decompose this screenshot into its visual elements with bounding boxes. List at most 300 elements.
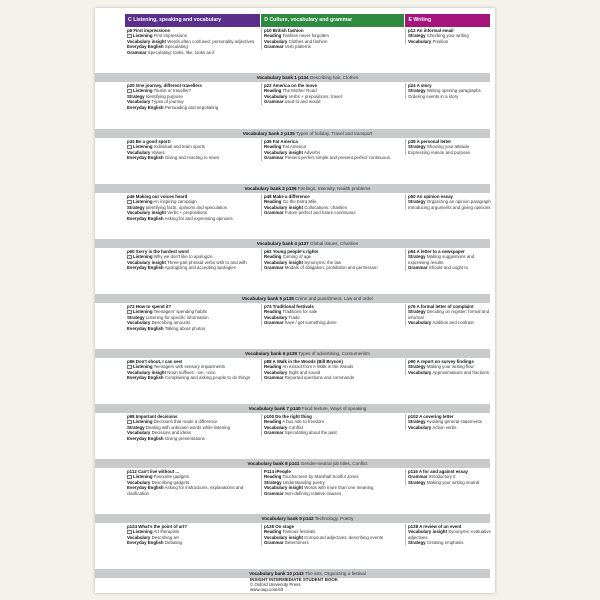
skill-label: Listening [133, 144, 153, 150]
skill-label: Everyday English [127, 104, 164, 110]
skill-label: Reading [264, 474, 282, 480]
skill-label: Reading [264, 33, 282, 39]
lesson-title: p50 An opinion essay [408, 194, 453, 199]
skill-topic: Deciding on register: formal and informal [408, 309, 490, 320]
unit-row [125, 249, 490, 294]
skill-label: Strategy [408, 309, 426, 315]
band-left-strip [95, 294, 125, 303]
skill-topic: Teenagers' spending habits [153, 309, 207, 315]
skill-label: Vocabulary [127, 99, 151, 105]
skill-label: Reading [264, 419, 282, 425]
skill-label: Grammar [264, 490, 284, 496]
skill-label: Vocabulary insight [127, 259, 166, 265]
skill-label: Listening [133, 529, 153, 535]
lesson-title: p62 Young people's rights [264, 249, 319, 254]
band-left-strip [95, 569, 125, 578]
skill-label: Vocabulary [127, 479, 151, 485]
skill-topic: Giving presentations [164, 435, 205, 441]
lesson-line [408, 254, 492, 265]
vocabulary-bank-label: Vocabulary bank 5 p138 [241, 296, 294, 301]
lesson-line [264, 210, 404, 215]
band-left-strip [95, 514, 125, 523]
audio-icon [127, 145, 132, 149]
skill-label: Vocabulary [127, 320, 151, 326]
lesson-title: p100 Do the right thing [264, 414, 312, 419]
lesson-cell-d [261, 469, 404, 496]
skill-topic: Touchscreen by Marshall Soulful Jones [282, 474, 359, 480]
lesson-title: p34 Be a good sport! [127, 139, 171, 144]
lesson-title: P114 iPeople [264, 469, 291, 474]
unit-row [125, 414, 490, 459]
skill-topic: Modals of obligation, prohibition and permission [284, 265, 378, 271]
skill-topic: Speculating about the past [284, 430, 337, 436]
contents-page [95, 8, 495, 593]
lesson-title: p8 First impressions [127, 28, 170, 33]
lesson-cell-e [405, 83, 492, 99]
skill-topic: Describing amounts [151, 320, 191, 326]
skill-topic: Complaining and asking people to do things [164, 375, 251, 381]
lesson-line [264, 265, 404, 270]
skill-label: Strategy [408, 88, 426, 94]
vocabulary-bank-label: Vocabulary bank 9 p142 [261, 516, 314, 521]
lesson-cell-c [127, 414, 257, 441]
lesson-cell-c [127, 28, 257, 55]
skill-label: Grammar [264, 99, 284, 105]
skill-label: Listening [133, 364, 153, 370]
skill-topic: Verb patterns [284, 44, 311, 50]
lesson-title: p12 An informal email [408, 28, 454, 33]
skill-label: Listening [133, 199, 153, 205]
lesson-line [264, 99, 404, 104]
vocabulary-bank-label: Vocabulary bank 8 p141 [247, 461, 300, 466]
skill-label: Grammar [264, 540, 284, 546]
band-left-strip [95, 459, 125, 468]
skill-label: Strategy [408, 479, 426, 485]
lesson-title: p90 A report on survey findings [408, 359, 474, 364]
vocabulary-bank-bar [125, 184, 490, 193]
lesson-line [408, 425, 492, 430]
band-left-strip [95, 184, 125, 193]
lesson-title: p102 A covering letter [408, 414, 454, 419]
skill-topic: Identifying facts, opinions and speculation [145, 204, 228, 210]
skill-label: Reading [264, 199, 282, 205]
skill-label: Grammar [264, 430, 284, 436]
lesson-line [264, 491, 404, 496]
audio-icon [127, 475, 132, 479]
footer-url: www.oup.com/elt [250, 587, 284, 592]
lesson-cell-d [261, 304, 404, 326]
lesson-title: p76 A formal letter of complaint [408, 304, 474, 309]
vocabulary-bank-topics: The arts, Organizing a festival [304, 571, 366, 576]
vocabulary-bank-topics: Global issues, Charities [310, 241, 359, 246]
skill-topic: Listening for specific information [145, 314, 209, 320]
audio-icon [127, 89, 132, 93]
lesson-line [127, 375, 257, 380]
skill-label: Grammar [264, 155, 284, 161]
skill-label: Grammar [408, 265, 428, 271]
vocabulary-bank-bar [125, 129, 490, 138]
band-left-strip [95, 73, 125, 82]
skill-label: Everyday English [127, 325, 164, 331]
skill-topic: Individual and team sports [153, 144, 206, 150]
lesson-title: p38 A personal letter [408, 139, 452, 144]
lesson-line [264, 320, 404, 325]
skill-label: Vocabulary [264, 314, 288, 320]
skill-topic: An extract from A Walk in the Woods [282, 364, 354, 370]
audio-icon [127, 34, 132, 38]
lesson-line [408, 265, 492, 270]
lesson-line [127, 326, 257, 331]
skill-label: Everyday English [127, 44, 164, 50]
skill-label: Listening [133, 419, 153, 425]
lesson-cell-e [405, 524, 492, 546]
lesson-title: p72 How to spend it? [127, 304, 172, 309]
vocabulary-bank-label: Vocabulary bank 4 p137 [256, 241, 309, 246]
audio-icon [127, 255, 132, 259]
skill-topic: Organizing an opinion paragraph [426, 199, 491, 205]
skill-label: Grammar [127, 49, 147, 55]
skill-label: Reading [264, 309, 282, 315]
lesson-cell-e [405, 469, 492, 485]
band-left-strip [95, 349, 125, 358]
skill-topic: Introducing arguments and giving opinions [408, 204, 491, 210]
vocabulary-bank-topics: Describing hair, Clothes [309, 75, 359, 80]
vocabulary-bank-label: Vocabulary bank 2 p136 [244, 186, 297, 191]
audio-icon [127, 530, 132, 534]
vocabulary-bank-topics: Gender-neutral job titles, Conflict [300, 461, 368, 466]
skill-label: Listening [133, 33, 153, 39]
lesson-line [408, 39, 492, 44]
skill-label: Vocabulary insight [408, 529, 447, 535]
vocabulary-bank-bar [125, 459, 490, 468]
skill-topic: Three-part phrasal verbs with to and with [167, 259, 247, 265]
vocabulary-bank-topics: Types of advertising, Consumerism [298, 351, 370, 356]
skill-label: Everyday English [127, 155, 164, 161]
vocabulary-bank-bar [125, 514, 490, 523]
skill-topic: Expressing reason and purpose [408, 149, 470, 155]
skill-topic: Teenagers with sensory impairments [153, 364, 225, 370]
lesson-cell-e [405, 414, 492, 430]
skill-topic: Action verbs [432, 424, 457, 430]
lesson-line [408, 320, 492, 325]
lesson-title: p124 What's the point of art? [127, 524, 188, 529]
footer-book-title: INSIGHT INTERMEDIATE STUDENT BOOK [250, 577, 338, 582]
skill-label: Grammar [264, 265, 284, 271]
skill-label: Vocabulary [408, 38, 432, 44]
lesson-line [408, 480, 492, 485]
lesson-line [127, 216, 257, 221]
skill-topic: Position [432, 38, 449, 44]
skill-label: Everyday English [127, 485, 164, 491]
skill-topic: Tourist or traveller? [153, 88, 191, 94]
skill-topic: Talking about photos [164, 325, 206, 331]
skill-label: Grammar [264, 44, 284, 50]
skill-label: Reading [264, 254, 282, 260]
skill-topic: Checking your writing [426, 33, 469, 39]
unit-row [125, 304, 490, 349]
skill-topic: Understanding poetry [282, 479, 325, 485]
skill-topic: Present perfect simple and present perfect continuous [284, 155, 390, 161]
skill-topic: An inspiring campaign [153, 199, 197, 205]
lesson-title: p112 Can't live without ... [127, 469, 180, 474]
lesson-title: p48 Make a difference [264, 194, 310, 199]
vocabulary-bank-label: Vocabulary bank 6 p139 [245, 351, 298, 356]
lesson-line [127, 50, 257, 55]
skill-label: Strategy [408, 199, 426, 205]
skill-label: Vocabulary insight [127, 210, 166, 216]
lesson-line [264, 375, 404, 380]
skill-label: Vocabulary insight [127, 38, 166, 44]
skill-topic: Famous festivals [282, 529, 316, 535]
skill-label: Vocabulary [264, 38, 288, 44]
skill-label: Vocabulary [408, 424, 432, 430]
lesson-cell-d [261, 524, 404, 546]
lesson-line [264, 155, 404, 160]
skill-label: Listening [133, 309, 153, 315]
skill-topic: used to and would [284, 99, 321, 105]
lesson-line [127, 265, 257, 270]
lesson-title: p20 One journey, different travellers [127, 83, 202, 88]
skill-topic: Debating [164, 540, 183, 546]
skill-label: Strategy [408, 144, 426, 150]
skill-topic: Noun suffixes: -ion, -sion [167, 369, 216, 375]
vocabulary-bank-label: Vocabulary bank 7 p140 [248, 406, 301, 411]
skill-label: Grammar [264, 320, 284, 326]
skill-topic: Values [151, 149, 165, 155]
lesson-cell-e [405, 359, 492, 375]
lesson-title: p36 Fat America [264, 139, 298, 144]
skill-label: Grammar [264, 210, 284, 216]
skill-topic: Asking for instructions, explanations and clarification [127, 485, 244, 496]
skill-topic: Conflict [288, 424, 304, 430]
skill-topic: Apologizing and accepting apologies [164, 265, 236, 271]
skill-topic: Favourite gadgets [153, 474, 189, 480]
lesson-cell-e [405, 139, 492, 155]
skill-topic: First impressions [153, 33, 187, 39]
skill-topic: have / get something done [284, 320, 337, 326]
skill-topic: Verbs + prepositions [167, 210, 208, 216]
skill-label: Vocabulary insight [264, 534, 303, 540]
lesson-cell-d [261, 414, 404, 436]
lesson-line [127, 105, 257, 110]
skill-label: Everyday English [127, 265, 164, 271]
skill-topic: Approximations and fractions [432, 369, 489, 375]
skill-label: Strategy [127, 93, 145, 99]
skill-topic: Decisions and ideas [151, 430, 191, 436]
lesson-cell-e [405, 304, 492, 326]
skill-topic: Verbs + prepositions: travel [288, 93, 342, 99]
unit-row [125, 524, 490, 569]
lesson-cell-c [127, 139, 257, 161]
skill-label: Everyday English [127, 375, 164, 381]
footer [250, 577, 338, 592]
skill-topic: Should and ought to [428, 265, 469, 271]
lesson-cell-e [405, 28, 492, 44]
vocabulary-bank-label: Vocabulary bank 2 p135 [242, 131, 295, 136]
vocabulary-bank-label: Vocabulary bank 10 p143 [249, 571, 304, 576]
lesson-title: p126 On stage [264, 524, 295, 529]
skill-topic: Words often confused: personality adjectives [167, 38, 255, 44]
column-header-row [125, 14, 490, 27]
column-header-c: C Listening, speaking and vocabulary [125, 14, 260, 27]
skill-topic: Synonyms: evaluative adjectives [408, 529, 491, 540]
skill-label: Vocabulary insight [264, 259, 303, 265]
skill-topic: Creating emphasis [426, 540, 464, 546]
vocabulary-bank-bar [125, 404, 490, 413]
lesson-line [408, 540, 492, 545]
skill-topic: Future perfect and future continuous [284, 210, 356, 216]
lesson-line [127, 540, 257, 545]
lesson-line [127, 155, 257, 160]
skill-topic: Trade [288, 314, 300, 320]
skill-topic: Making suggestions and expressing results [408, 254, 475, 265]
lesson-title: p24 A story [408, 83, 432, 88]
unit-row [125, 28, 490, 73]
lesson-cell-d [261, 28, 404, 50]
skill-topic: Giving and reacting to news [164, 155, 220, 161]
skill-topic: Avoiding general statements [426, 419, 482, 425]
skill-label: Vocabulary [127, 149, 151, 155]
skill-label: Vocabulary [127, 534, 151, 540]
skill-topic: Writing opening paragraphs [426, 88, 481, 94]
skill-label: Everyday English [127, 215, 164, 221]
skill-label: Strategy [408, 254, 426, 260]
band-left-strip [95, 404, 125, 413]
skill-topic: Making your writing neutral [426, 479, 480, 485]
skill-label: Reading [264, 529, 282, 535]
skill-label: Strategy [408, 419, 426, 425]
skill-topic: Showing your attitude [426, 144, 470, 150]
unit-row [125, 194, 490, 239]
skill-topic: Ordering events in a story [408, 93, 459, 99]
skill-label: Listening [133, 254, 153, 260]
skill-label: Listening [133, 88, 153, 94]
audio-icon [127, 420, 132, 424]
skill-topic: Sight and sound [288, 369, 321, 375]
unit-row [125, 139, 490, 184]
lesson-line [264, 44, 404, 49]
lesson-cell-d [261, 359, 404, 381]
vocabulary-bank-bar [125, 294, 490, 303]
skill-label: Vocabulary [264, 369, 288, 375]
skill-topic: Describing gadgets [151, 479, 190, 485]
skill-label: Vocabulary [264, 93, 288, 99]
skill-topic: The Mother Road [282, 88, 317, 94]
audio-icon [127, 310, 132, 314]
skill-topic: Describing art [151, 534, 179, 540]
vocabulary-bank-topics: Feelings, Intensity, Health problems [297, 186, 371, 191]
skill-label: Reading [264, 88, 282, 94]
skill-topic: Clothes and fashion [288, 38, 328, 44]
lesson-title: p60 Sorry is the hardest word [127, 249, 189, 254]
lesson-cell-d [261, 139, 404, 161]
skill-label: Vocabulary insight [264, 149, 303, 155]
lesson-title: p88 A Walk in the Woods (Bill Bryson) [264, 359, 343, 364]
lesson-title: p22 America on the move [264, 83, 318, 88]
skill-topic: Non-defining relative clauses [284, 490, 342, 496]
lesson-cell-c [127, 83, 257, 110]
audio-icon [127, 200, 132, 204]
lesson-title: p74 Traditional festivals [264, 304, 314, 309]
skill-label: Strategy [264, 479, 282, 485]
skill-topic: A bus ride to freedom [282, 419, 325, 425]
unit-row [125, 83, 490, 129]
skill-topic: Making your writing flow [426, 364, 474, 370]
lesson-line [408, 94, 492, 99]
skill-topic: Addition and contrast [432, 320, 474, 326]
skill-label: Everyday English [127, 540, 164, 546]
skill-topic: Persuading and negotiating [164, 104, 219, 110]
skill-label: Grammar [264, 375, 284, 381]
vocabulary-bank-topics: Crime and punishment, Law and order [295, 296, 374, 301]
skill-topic: Speculating: looks, like, looks as if [147, 49, 215, 55]
skill-topic: Reported questions and commands [284, 375, 355, 381]
lesson-title: p116 A for and against essay [408, 469, 468, 474]
skill-topic: Asking for and expressing opinions [164, 215, 233, 221]
skill-label: Listening [133, 474, 153, 480]
vocabulary-bank-bar [125, 73, 490, 82]
lesson-cell-d [261, 83, 404, 105]
lesson-cell-d [261, 249, 404, 271]
lesson-line [127, 485, 257, 496]
vocabulary-bank-topics: Food texture, Ways of speaking [301, 406, 367, 411]
skill-label: Strategy [408, 364, 426, 370]
lesson-line [408, 150, 492, 155]
lesson-line [408, 205, 492, 210]
vocabulary-bank-label: Vocabulary bank 1 p134 [256, 75, 309, 80]
skill-label: Vocabulary [127, 430, 151, 436]
lesson-line [408, 370, 492, 375]
skill-label: Vocabulary [264, 424, 288, 430]
skill-topic: Types of journey [151, 99, 184, 105]
skill-label: Everyday English [127, 435, 164, 441]
lesson-cell-d [261, 194, 404, 216]
skill-topic: Why we don't like to apologize [153, 254, 213, 260]
skill-topic: Go the Extra Mile [282, 199, 317, 205]
skill-topic: Introductory it [428, 474, 456, 480]
lesson-line [264, 430, 404, 435]
lesson-title: p86 Don't shout, I can see! [127, 359, 183, 364]
skill-topic: Traditions for sale [282, 309, 318, 315]
skill-label: Vocabulary insight [264, 204, 303, 210]
skill-topic: Adverbs [303, 149, 321, 155]
column-header-e: E Writing [405, 14, 490, 27]
skill-label: Strategy [408, 33, 426, 39]
skill-label: Vocabulary [408, 369, 432, 375]
skill-topic: Dealing with unknown words while listening [145, 424, 231, 430]
skill-topic: Fat America [282, 144, 306, 150]
skill-topic: Collocations: charities [304, 204, 347, 210]
skill-label: Strategy [127, 424, 145, 430]
skill-label: Reading [264, 144, 282, 150]
lesson-cell-c [127, 469, 257, 496]
footer-publisher: © Oxford University Press [250, 582, 301, 587]
lesson-title: p64 A letter to a newspaper [408, 249, 465, 254]
vocabulary-bank-bar [125, 349, 490, 358]
skill-label: Reading [264, 364, 282, 370]
skill-topic: Words with more than one meaning [304, 485, 374, 491]
skill-topic: Fashion never forgotten [282, 33, 329, 39]
lesson-title: p46 Making our voices heard [127, 194, 188, 199]
lesson-line [408, 309, 492, 320]
lesson-cell-c [127, 249, 257, 271]
lesson-line [127, 436, 257, 441]
skill-label: Strategy [127, 204, 145, 210]
lesson-cell-c [127, 304, 257, 331]
audio-icon [127, 365, 132, 369]
skill-topic: Decisions that made a difference [153, 419, 218, 425]
lesson-cell-c [127, 524, 257, 546]
